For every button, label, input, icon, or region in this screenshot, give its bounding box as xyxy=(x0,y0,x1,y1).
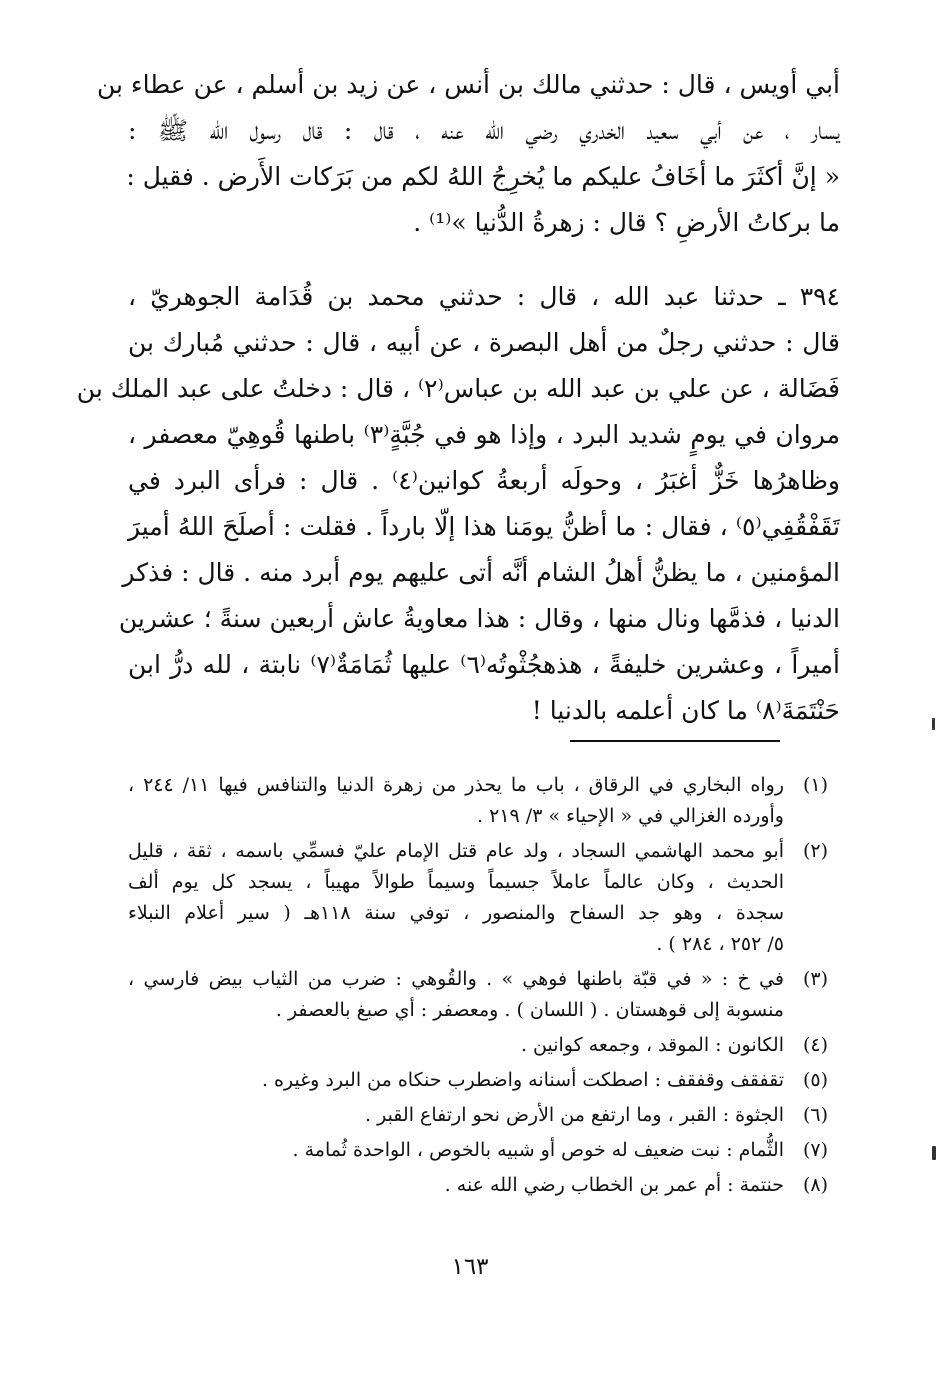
footnote-number: (٥) xyxy=(802,1069,828,1091)
footnote-text xyxy=(128,1135,784,1166)
footnotes xyxy=(128,770,828,1205)
footnote-text xyxy=(128,770,784,832)
footnote-line: حنتمة : أم عمر بن الخطاب رضي الله عنه . xyxy=(444,1174,784,1196)
paragraph-spacer xyxy=(128,246,840,274)
scan-mark xyxy=(932,718,935,730)
footnote-divider xyxy=(570,740,780,742)
footnote-number: (٦) xyxy=(802,1104,828,1126)
footnote-line: في خ : « في قبّة باطنها فوهي » . والقُوهي : ضرب من الثياب بيض فارسي ، xyxy=(128,968,784,990)
text-line: مروان في يومٍ شديد البرد ، وإذا هو في جُبَّةٍ⁽٣⁾ باطنها قُوهِيّ معصفر ، xyxy=(128,420,840,449)
footnote-line: الحديث ، وكان عالماً عاملاً جسيماً وسيماً طوالاً مهيباً ، يسجد كل يوم ألف xyxy=(128,871,784,893)
footnote-line: ٥/ ٢٥٢ ، ٢٨٤ ) . xyxy=(656,933,784,955)
footnote-line: وأورده الغزالي في « الإحياء » ٣/ ٢١٩ . xyxy=(477,805,784,827)
footnote-text xyxy=(128,1030,784,1061)
text-line: أبي أويس ، قال : حدثني مالك بن أنس ، عن زيد بن أسلم ، عن عطاء بن xyxy=(96,70,840,99)
text-line: أميراً ، وعشرين خليفةً ، هذهجُثْوتُه⁽٦⁾ عليها ثُمَامَةٌ⁽٧⁾ نابتة ، لله درُّ ابن xyxy=(128,650,840,679)
footnote-3 xyxy=(128,964,828,1026)
footnote-line: الثُّمام : نبت ضعيف له خوص أو شبيه بالخوص ، الواحدة ثُمامة . xyxy=(292,1139,784,1161)
text-line: « إنَّ أكثَرَ ما أخَافُ عليكم ما يُخرِجُ اللهُ لكم من بَرَكات الأَرض . فقيل : xyxy=(126,162,840,191)
footnote-6 xyxy=(128,1100,828,1131)
footnote-number: (٨) xyxy=(802,1174,828,1196)
footnote-text xyxy=(128,1065,784,1096)
text-line: حَنْتَمَةَ⁽٨⁾ ما كان أعلمه بالدنيا ! xyxy=(531,696,840,725)
footnote-2 xyxy=(128,836,828,960)
text-line: ٣٩٤ ـ حدثنا عبد الله ، قال : حدثني محمد بن قُدَامة الجوهريّ ، xyxy=(128,282,840,311)
page-number: ١٦٣ xyxy=(451,1254,489,1280)
footnote-line: الجثوة : القبر ، وما ارتفع من الأرض نحو ارتفاع القبر . xyxy=(365,1104,784,1126)
footnote-text xyxy=(128,1170,784,1201)
text-line: المؤمنين ، ما يظنُّ أهلُ الشام أنَّه أتى عليهم يوم أبرد منه . قال : فذكر xyxy=(122,558,840,587)
footnote-text xyxy=(128,836,784,960)
paragraph-hadith-394 xyxy=(76,274,840,734)
text-line: قال : حدثني رجلٌ من أهل البصرة ، عن أبيه ، قال : حدثني مُبارك بن xyxy=(128,328,840,357)
paragraph-hadith-393-end xyxy=(96,62,840,246)
footnote-1 xyxy=(128,770,828,832)
text-line: الدنيا ، فذمَّها ونال منها ، وقال : هذا معاويةُ عاش أربعين سنةً ؛ عشرين xyxy=(118,604,840,633)
text-line: يسار ، عن أبي سعيد الخدري رضي الله عنه ، قال : قال رسول الله ﷺ : xyxy=(128,116,840,145)
footnote-line: أبو محمد الهاشمي السجاد ، ولد عام قتل الإمام عليّ فسمِّي باسمه ، ثقة ، قليل xyxy=(128,840,784,862)
footnote-line: رواه البخاري في الرقاق ، باب ما يحذر من زهرة الدنيا والتنافس فيها ١١/ ٢٤٤ ، xyxy=(128,774,785,796)
scan-mark xyxy=(932,1146,936,1160)
footnote-7 xyxy=(128,1135,828,1166)
footnote-line: تقفقف وقفقف : اصطكت أسنانه واضطرب حنكاه من البرد وغيره . xyxy=(261,1069,784,1091)
footnote-4 xyxy=(128,1030,828,1061)
footnote-8 xyxy=(128,1170,828,1201)
text-line: تَقَفْقُفِي⁽٥⁾ ، فقال : ما أظنُّ يومَنا هذا إلّا بارداً . فقلت : أصلَحَ اللهُ أميرَ xyxy=(128,512,840,541)
footnote-number: (٣) xyxy=(802,968,828,990)
text-line: فَضَالة ، عن علي بن عبد الله بن عباس⁽٢⁾ ، قال : دخلتُ على عبد الملك بن xyxy=(76,374,840,403)
footnote-line: الكانون : الموقد ، وجمعه كوانين . xyxy=(520,1034,784,1056)
footnote-number: (٢) xyxy=(802,840,828,862)
footnote-line: سجدة ، وهو جد السفاح والمنصور ، توفي سنة ١١٨هـ ( سير أعلام النبلاء xyxy=(128,902,784,924)
footnote-number: (٧) xyxy=(802,1139,828,1161)
footnote-number: (١) xyxy=(802,774,828,796)
footnote-line: منسوبة إلى قوهستان . ( اللسان ) . ومعصفر : أي صبغ بالعصفر . xyxy=(275,999,784,1021)
text-line: ما بركاتُ الأرضِ ؟ قال : زهرةُ الدُّنيا »⁽¹⁾ . xyxy=(413,208,840,237)
footnote-5 xyxy=(128,1065,828,1096)
footnote-number: (٤) xyxy=(802,1034,828,1056)
main-text xyxy=(76,62,840,734)
text-line: وظاهرُها خَزٌّ أغبَرُ ، وحولَه أربعةُ كوانين⁽٤⁾ . قال : فرأى البرد في xyxy=(128,466,840,495)
footnote-text xyxy=(128,1100,784,1131)
footnote-text xyxy=(128,964,784,1026)
